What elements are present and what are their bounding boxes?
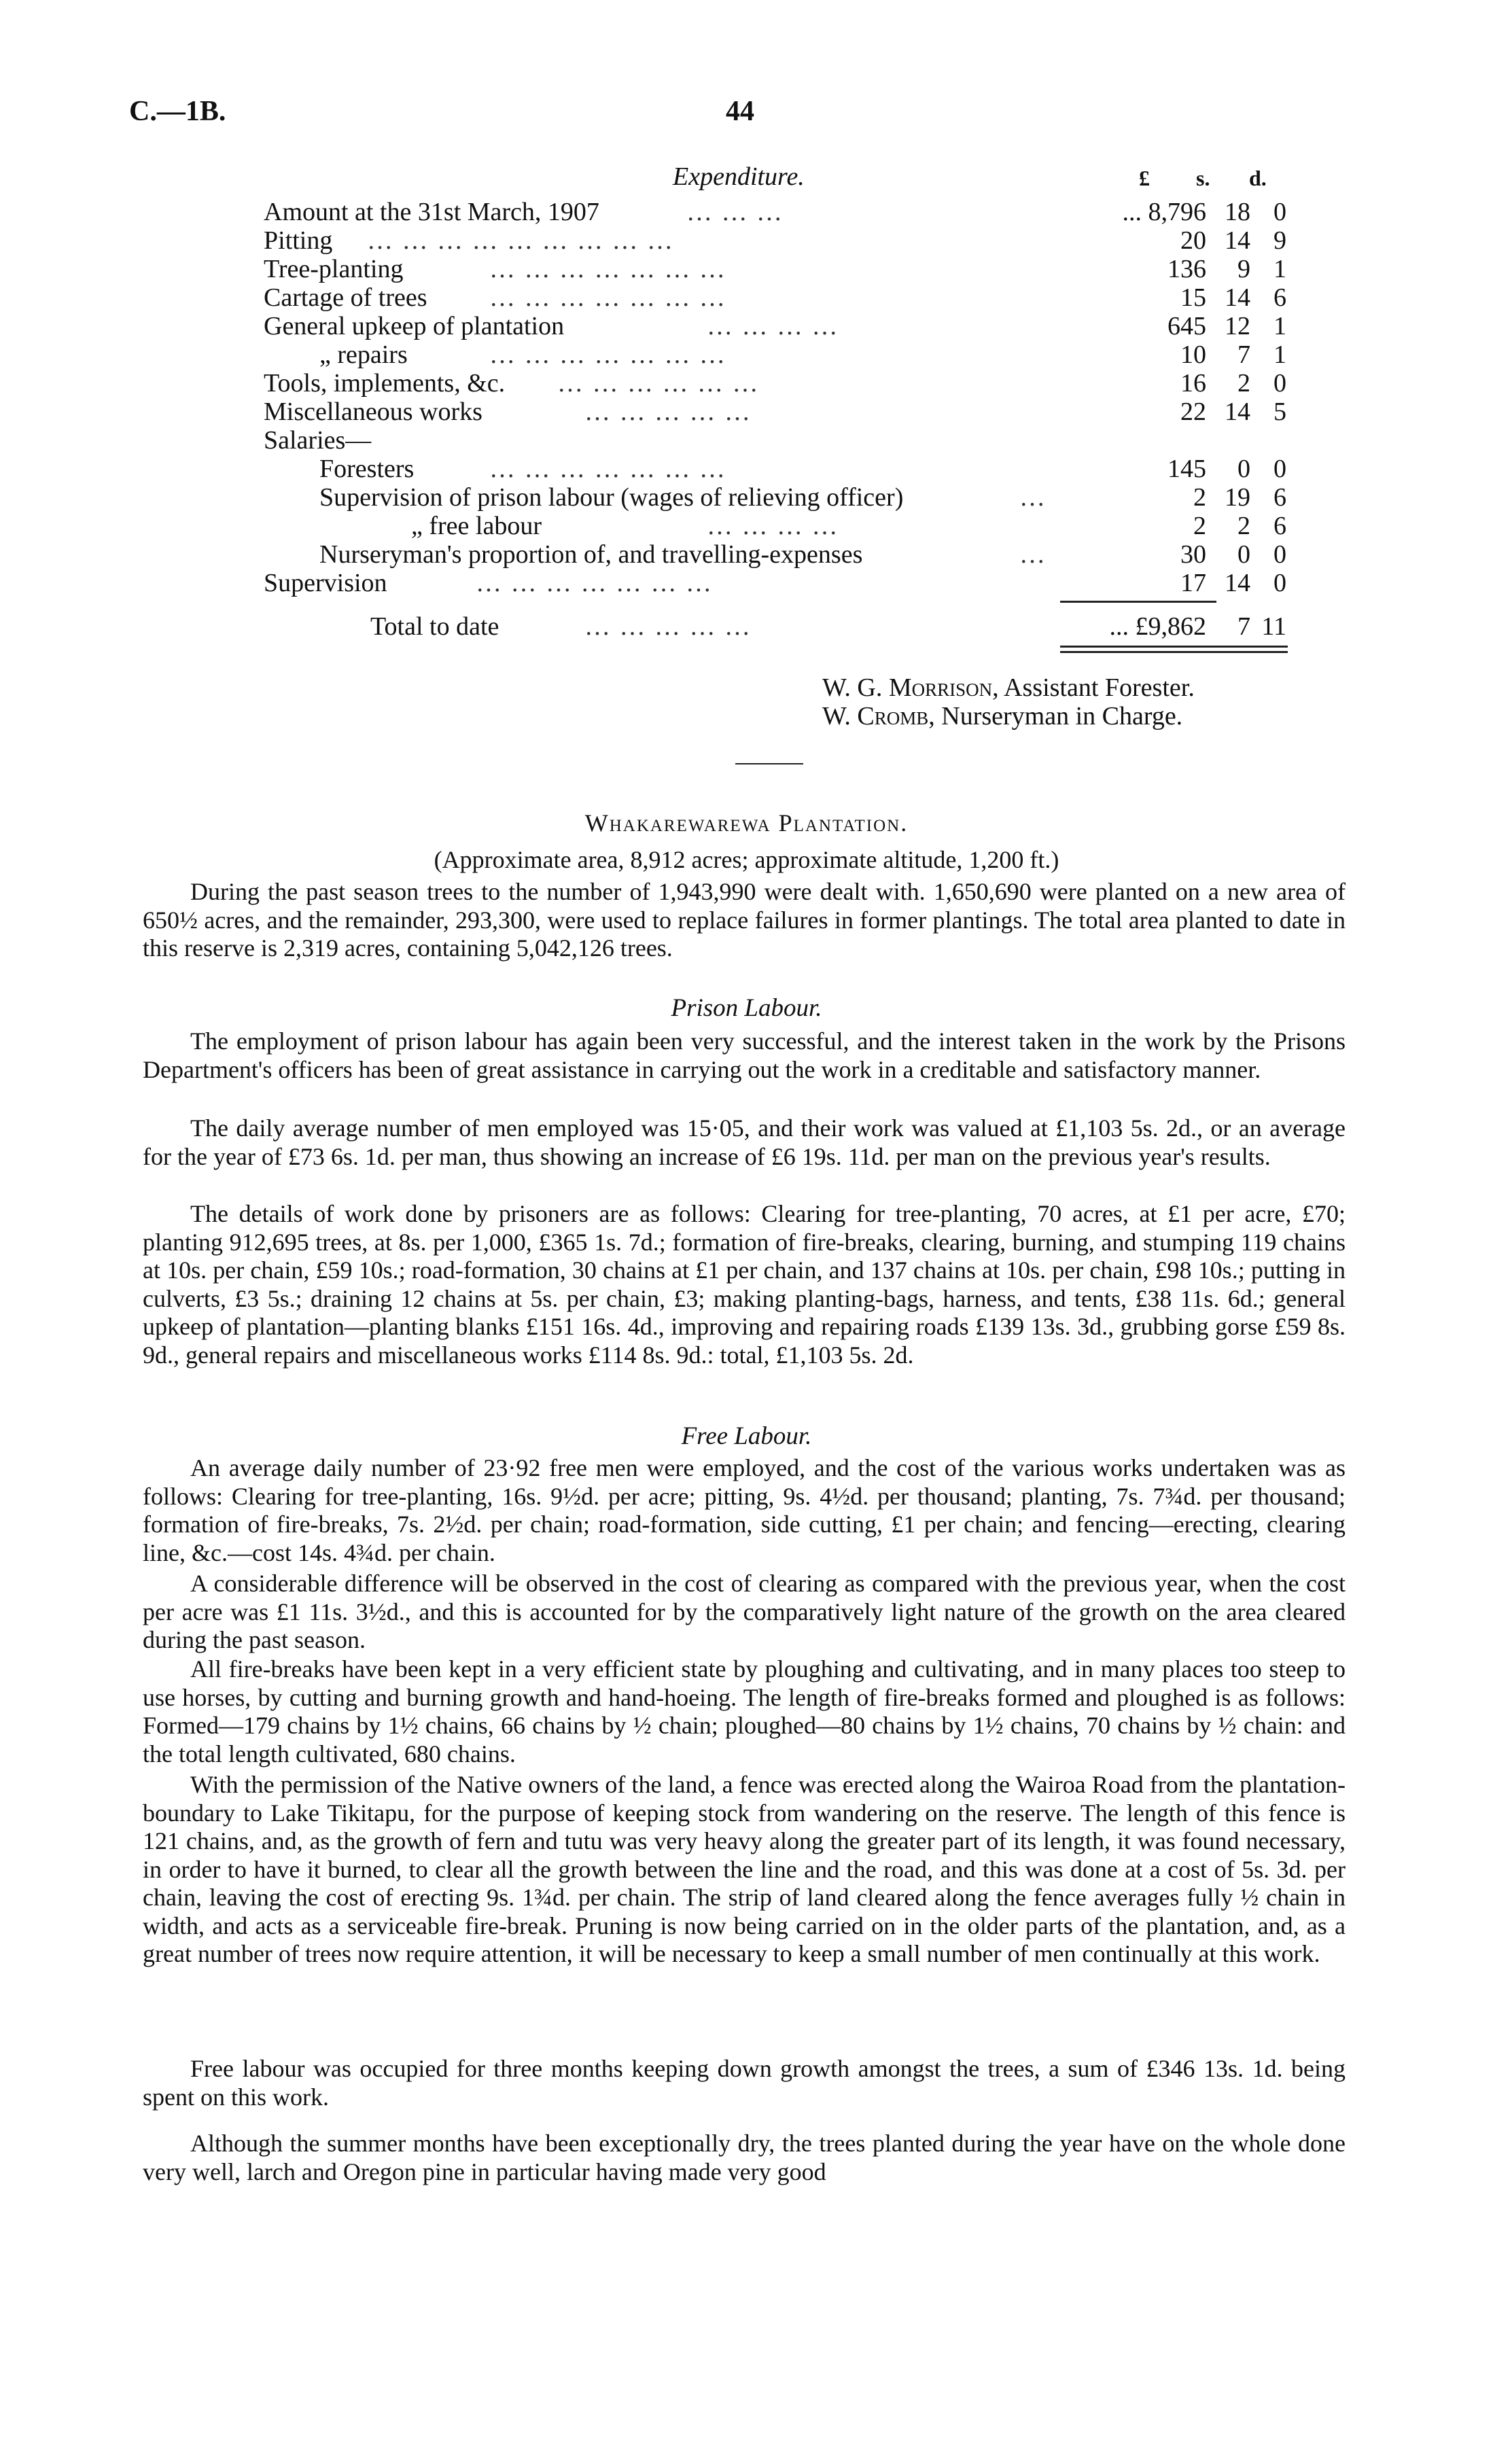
expenditure-row: Supervision of prison labour (wages of relieving officer) … 2 19 6: [319, 483, 1286, 512]
row-shillings: 14: [1225, 226, 1250, 255]
expenditure-row: „ repairs … … … … … … … 10 7 1: [319, 340, 1286, 369]
row-pounds: 645: [1167, 312, 1206, 340]
page-code: C.—1B.: [129, 96, 226, 127]
shillings-unit: s.: [1196, 166, 1210, 190]
row-pence: 0: [1274, 569, 1286, 597]
row-shillings: 12: [1225, 312, 1250, 340]
signatory-name: W. Cromb,: [822, 702, 935, 731]
total-shillings: 7: [1237, 612, 1250, 641]
row-label: „ repairs: [319, 340, 408, 369]
free-labour-heading: Free Labour.: [681, 1422, 812, 1450]
row-shillings: 14: [1225, 398, 1250, 426]
row-label: General upkeep of plantation: [264, 312, 565, 340]
expenditure-row: Supervision … … … … … … … 17 14 0: [264, 569, 1286, 597]
row-shillings: 0: [1237, 455, 1250, 483]
row-label: Supervision of prison labour (wages of relieving officer): [319, 483, 904, 512]
free-labour-paragraph: A considerable difference will be observed in the cost of clearing as compared with the previous year, when the cost per acre was £1 11s. 3½d., and this is accounted for by the comparatively light nature of the growth on the area cleared during the past season.: [143, 1570, 1346, 1653]
row-label: Amount at the 31st March, 1907: [264, 198, 599, 226]
closing-paragraph: Although the summer months have been exceptionally dry, the trees planted during the year have on the whole done very well, larch and Oregon pine in particular having made very good: [143, 2130, 1346, 2185]
row-pence: 6: [1274, 483, 1286, 512]
prison-labour-paragraph: The employment of prison labour has again been very successful, and the interest taken in the work by the Prisons Department's officers has been of great assistance in carrying out the work in a creditable and satisfactory manner.: [143, 1027, 1346, 1083]
expenditure-row: Cartage of trees … … … … … … … 15 14 6: [264, 283, 1286, 312]
row-pence: 1: [1274, 312, 1286, 340]
row-pounds: ... 8,796: [1122, 198, 1206, 226]
section-subtitle: (Approximate area, 8,912 acres; approximate altitude, 1,200 ft.): [434, 846, 1059, 873]
expenditure-row: Miscellaneous works … … … … … 22 14 5: [264, 398, 1286, 426]
row-shillings: 18: [1225, 198, 1250, 226]
row-pence: 9: [1274, 226, 1286, 255]
row-pounds: 2: [1193, 483, 1206, 512]
row-shillings: 2: [1237, 369, 1250, 398]
row-shillings: 19: [1225, 483, 1250, 512]
expenditure-total-row: Total to date … … … … … ... £9,862 7 11: [370, 612, 1286, 641]
total-double-rule-top: [1060, 646, 1288, 648]
subtotal-rule: [1060, 601, 1216, 603]
free-labour-paragraph: Free labour was occupied for three months keeping down growth amongst the trees, a sum of £346 13s. 1d. being spent on this work.: [143, 2055, 1346, 2111]
row-label: Nurseryman's proportion of, and travelling-expenses: [319, 540, 863, 569]
total-pounds: ... £9,862: [1109, 612, 1206, 641]
prison-labour-paragraph: The details of work done by prisoners are as follows: Clearing for tree-planting, 70 acres, at £1 per acre, £70; planting 912,695 trees, at 8s. per 1,000, £365 1s. 7d.; formation of fire-breaks, clearing, burning, and stumping 119 chains at 10s. per chain, £59 10s.; road-formation, 30 chains at £1 per chain, and 137 chains at 10s. per chain, £98 10s.; putting in culverts, £3 5s.; draining 12 chains at 5s. per chain, £3; making planting-bags, harness, and tents, £38 11s. 6d.; general upkeep of plantation—planting blanks £151 16s. 4d., improving and repairing roads £139 13s. 3d., grubbing gorse £59 8s. 9d., general repairs and miscellaneous works £114 8s. 9d.: total, £1,103 5s. 2d.: [143, 1200, 1346, 1369]
row-pence: 6: [1274, 283, 1286, 312]
expenditure-row: Pitting … … … … … … … … … 20 14 9: [264, 226, 1286, 255]
row-label: Pitting: [264, 226, 333, 255]
expenditure-row: Amount at the 31st March, 1907 … … … ... 8,796 18 0: [264, 198, 1286, 226]
row-pounds: 30: [1180, 540, 1206, 569]
section-intro: During the past season trees to the number of 1,943,990 were dealt with. 1,650,690 were planted on a new area of 650½ acres, and the remainder, 293,300, were used to replace failures in former plantings. The total area planted to date in this reserve is 2,319 acres, containing 5,042,126 trees.: [143, 878, 1346, 962]
row-pounds: 22: [1180, 398, 1206, 426]
row-pence: 0: [1274, 369, 1286, 398]
expenditure-row: [0, 425, 1493, 455]
row-shillings: 9: [1237, 255, 1250, 283]
row-shillings: 14: [1225, 569, 1250, 597]
row-pence: 6: [1274, 512, 1286, 540]
free-labour-paragraph: An average daily number of 23·92 free men were employed, and the cost of the various works undertaken was as follows: Clearing for tree-planting, 16s. 9½d. per acre; pitting, 9s. 4½d. per thousand; planting, 7s. 7¾d. per thousand; formation of fire-breaks, 7s. 2½d. per chain; road-formation, side cutting, £1 per chain; and fencing—erecting, clearing line, &c.—cost 14s. 4¾d. per chain.: [143, 1454, 1346, 1566]
row-label: Tree-planting: [264, 255, 404, 283]
page-number: 44: [726, 96, 754, 127]
row-label: Supervision: [264, 569, 387, 597]
total-pence: 11: [1261, 612, 1286, 641]
row-pence: 0: [1274, 198, 1286, 226]
expenditure-row: General upkeep of plantation … … … … 645 12 1: [264, 312, 1286, 340]
row-label: Miscellaneous works: [264, 398, 482, 426]
prison-labour-paragraph: The daily average number of men employed was 15·05, and their work was valued at £1,103 5s. 2d., or an average for the year of £73 6s. 1d. per man, thus showing an increase of £6 19s. 11d. per man on the previous year's results.: [143, 1114, 1346, 1170]
expenditure-title: Expenditure.: [673, 162, 805, 191]
row-pence: 1: [1274, 255, 1286, 283]
row-label: Salaries—: [264, 426, 372, 455]
expenditure-row: Nurseryman's proportion of, and travelling-expenses … 30 0 0: [319, 540, 1286, 569]
row-pounds: 16: [1180, 369, 1206, 398]
row-pounds: 10: [1180, 340, 1206, 369]
row-shillings: 7: [1237, 340, 1250, 369]
row-pounds: 17: [1180, 569, 1206, 597]
row-shillings: 2: [1237, 512, 1250, 540]
row-pounds: 15: [1180, 283, 1206, 312]
row-pence: 0: [1274, 455, 1286, 483]
row-label: Tools, implements, &c.: [264, 369, 506, 398]
section-title: Whakarewarewa Plantation.: [584, 809, 909, 837]
expenditure-row: Tree-planting … … … … … … … 136 9 1: [264, 255, 1286, 283]
expenditure-row: Foresters … … … … … … … 145 0 0: [319, 455, 1286, 483]
expenditure-row: Tools, implements, &c. … … … … … … 16 2 0: [264, 369, 1286, 398]
section-divider: [735, 763, 803, 764]
signature-line: [822, 701, 1182, 731]
signatory-title: Nurseryman in Charge.: [941, 702, 1183, 731]
row-pence: 0: [1274, 540, 1286, 569]
row-label: Foresters: [319, 455, 415, 483]
prison-labour-heading: Prison Labour.: [671, 994, 822, 1022]
row-pounds: 136: [1167, 255, 1206, 283]
free-labour-paragraph: With the permission of the Native owners of the land, a fence was erected along the Wairoa Road from the plantation-boundary to Lake Tikitapu, for the purpose of keeping stock from wandering on the reserve. The length of this fence is 121 chains, and, as the growth of fern and tutu was very heavy along the greater part of its length, it was found necessary, in order to have it burned, to clear all the growth between the line and the road, and this was done at a cost of 5s. 3d. per chain, leaving the cost of erecting 9s. 1¾d. per chain. The strip of land cleared along the fence averages fully ½ chain in width, and acts as a serviceable fire-break. Pruning is now being carried on in the older parts of the plantation, and, as a great number of trees now require attention, it will be necessary to keep a small number of men continually at this work.: [143, 1771, 1346, 1967]
row-pence: 1: [1274, 340, 1286, 369]
signatory-name: W. G. Morrison,: [822, 673, 999, 702]
row-pounds: 145: [1167, 455, 1206, 483]
expenditure-row: „ free labour … … … … 2 2 6: [411, 512, 1286, 540]
row-shillings: 14: [1225, 283, 1250, 312]
free-labour-paragraph: All fire-breaks have been kept in a very efficient state by ploughing and cultivating, and in many places too steep to use horses, by cutting and burning growth and hand-hoeing. The length of fire-breaks formed and ploughed is as follows: Formed—179 chains by 1½ chains, 66 chains by ½ chain; ploughed—80 chains by 1½ chains, 70 chains by ½ chain: and the total length cultivated, 680 chains.: [143, 1655, 1346, 1767]
signature-line: [822, 673, 1195, 703]
pounds-unit: £: [1139, 166, 1150, 190]
signatory-title: Assistant Forester.: [1004, 673, 1195, 702]
total-label: Total to date: [370, 612, 499, 641]
row-shillings: 0: [1237, 540, 1250, 569]
row-label: „ free labour: [411, 512, 542, 540]
pence-unit: d.: [1249, 166, 1267, 190]
row-pounds: 20: [1180, 226, 1206, 255]
row-pounds: 2: [1193, 512, 1206, 540]
total-double-rule-bottom: [1060, 651, 1288, 653]
row-label: Cartage of trees: [264, 283, 427, 312]
row-pence: 5: [1274, 398, 1286, 426]
